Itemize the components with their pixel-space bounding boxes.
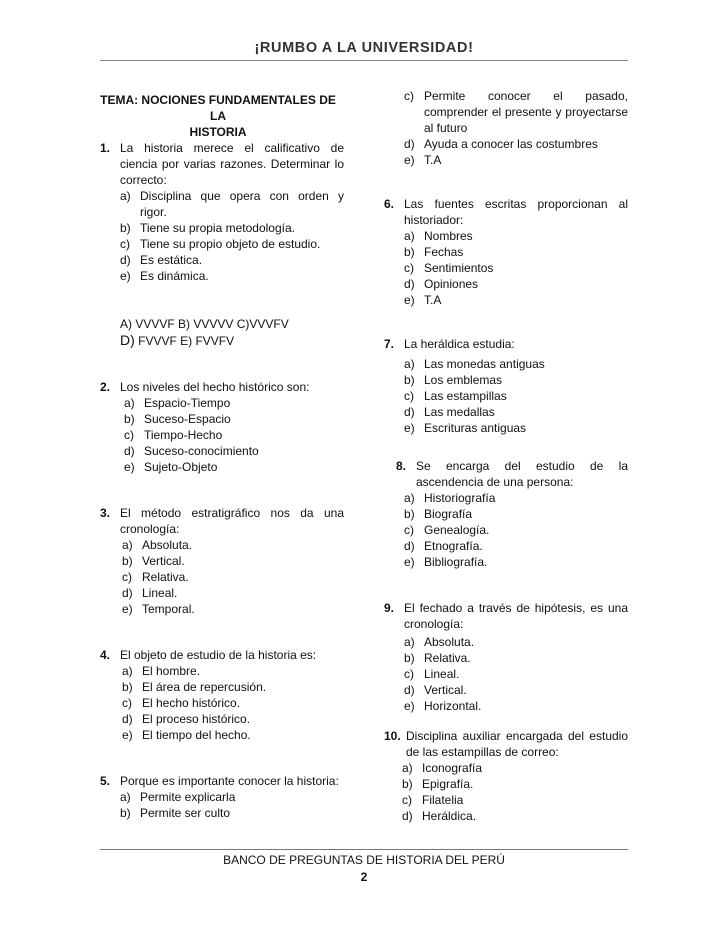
question-text: Porque es importante conocer la historia: (120, 774, 339, 788)
option-b[interactable]: b) Permite ser culto (120, 806, 231, 820)
footer-text: BANCO DE PREGUNTAS DE HISTORIA DEL PERÚ (223, 853, 505, 867)
option-c[interactable]: c) Relativa. (122, 570, 189, 584)
option-a[interactable]: a) Absoluta. (404, 635, 475, 649)
question-1 (100, 140, 344, 349)
question-number: 7. (384, 337, 395, 351)
option-c[interactable]: c) Sentimientos (404, 261, 494, 275)
option-b[interactable]: b) Vertical. (122, 554, 185, 568)
option-c[interactable]: c) Filatelia (402, 793, 464, 807)
option-d[interactable]: d) El proceso histórico. (122, 712, 251, 726)
option-b[interactable]: b) El área de repercusión. (122, 680, 267, 694)
option-b[interactable]: b) Tiene su propia metodología. (120, 221, 295, 235)
question-7 (384, 336, 628, 436)
option-e[interactable]: e) Temporal. (122, 602, 195, 616)
question-9 (384, 600, 628, 714)
options-list (100, 789, 344, 821)
topic-line-1: TEMA: NOCIONES FUNDAMENTALES DE LA (100, 93, 336, 123)
options-list (384, 228, 628, 308)
topic-line-2: HISTORIA (189, 125, 247, 139)
question-8 (384, 458, 628, 570)
question-number: 4. (100, 648, 111, 662)
answer-choices-line-2: D) FVVVF E) FVVFV (120, 332, 235, 348)
question-text: Los niveles del hecho histórico son: (120, 380, 310, 394)
question-number: 8. (396, 459, 407, 473)
options-list (100, 395, 344, 475)
page-header-title: ¡RUMBO A LA UNIVERSIDAD! (254, 40, 474, 56)
options-list (384, 634, 628, 714)
question-2 (100, 379, 344, 475)
option-e[interactable]: e) Sujeto-Objeto (124, 460, 218, 474)
option-e[interactable]: e) El tiempo del hecho. (122, 728, 251, 742)
option-b[interactable]: b) Fechas (404, 245, 464, 259)
option-d[interactable]: d) Suceso-conocimiento (124, 444, 259, 458)
option-a[interactable]: a) Disciplina que opera con orden y rigor. (120, 189, 344, 219)
question-text: El método estratigráfico nos da una cronología: (120, 506, 344, 536)
option-d[interactable]: d) Heráldica. (402, 809, 477, 823)
option-d[interactable]: d) Las medallas (404, 405, 495, 419)
option-a[interactable]: a) Permite explicarla (120, 790, 236, 804)
option-b[interactable]: b) Epigrafía. (402, 777, 474, 791)
topic-heading (92, 92, 344, 140)
option-c[interactable]: c) Las estampillas (404, 389, 507, 403)
question-text: Se encarga del estudio de la ascendencia de una persona: (416, 459, 628, 489)
option-c[interactable]: c) Tiene su propio objeto de estudio. (120, 237, 321, 251)
option-b[interactable]: b) Biografía (404, 507, 473, 521)
option-d[interactable]: d) Es estática. (120, 253, 203, 267)
options-list (100, 188, 344, 284)
option-a[interactable]: a) Iconografía (402, 761, 483, 775)
page-number: 2 (360, 870, 368, 884)
option-d[interactable]: d) Lineal. (122, 586, 178, 600)
question-text: El objeto de estudio de la historia es: (120, 648, 317, 662)
option-c[interactable]: c) Permite conocer el pasado, comprender el presente y proyectarse al futuro (404, 89, 628, 135)
option-e[interactable]: e) Horizontal. (404, 699, 482, 713)
question-4 (100, 647, 344, 743)
option-a[interactable]: a) El hombre. (122, 664, 201, 678)
options-list (384, 760, 628, 824)
question-5 (100, 773, 344, 821)
option-d[interactable]: d) Opiniones (404, 277, 479, 291)
option-a[interactable]: a) Las monedas antiguas (404, 357, 545, 371)
option-e[interactable]: e) Es dinámica. (120, 269, 209, 283)
option-e[interactable]: e) Escrituras antiguas (404, 421, 527, 435)
header-divider (100, 60, 628, 61)
option-a[interactable]: a) Nombres (404, 229, 473, 243)
question-3 (100, 505, 344, 617)
question-number: 2. (100, 380, 111, 394)
options-list (100, 663, 344, 743)
question-text: Las fuentes escritas proporcionan al historiador: (404, 197, 628, 227)
option-a[interactable]: a) Historiografía (404, 491, 496, 505)
left-column (100, 92, 344, 821)
option-c[interactable]: c) Tiempo-Hecho (124, 428, 223, 442)
option-b[interactable]: b) Suceso-Espacio (124, 412, 231, 426)
question-text: Disciplina auxiliar encargada del estudio de las estampillas de correo: (406, 729, 628, 759)
option-a[interactable]: a) Espacio-Tiempo (124, 396, 231, 410)
option-c[interactable]: c) Lineal. (404, 667, 460, 681)
option-e[interactable]: e) T.A (404, 293, 442, 307)
options-list (384, 490, 628, 570)
question-text: La heráldica estudia: (404, 337, 515, 351)
option-c[interactable]: c) Genealogía. (404, 523, 490, 537)
option-d[interactable]: d) Vertical. (404, 683, 467, 697)
options-list (384, 356, 628, 436)
question-number: 9. (384, 601, 395, 615)
question-number: 10. (384, 729, 401, 743)
question-number: 5. (100, 774, 111, 788)
option-a[interactable]: a) Absoluta. (122, 538, 193, 552)
question-text: El fechado a través de hipótesis, es una cronología: (404, 601, 628, 631)
question-number: 6. (384, 197, 395, 211)
right-column (384, 88, 628, 824)
question-5-options-continued (384, 88, 628, 168)
option-d[interactable]: d) Etnografía. (404, 539, 483, 553)
option-e[interactable]: e) T.A (404, 153, 442, 167)
question-6 (384, 196, 628, 308)
question-text: La historia merece el calificativo de ciencia por varias razones. Determinar lo correcto: (120, 141, 344, 187)
options-list (100, 537, 344, 617)
option-e[interactable]: e) Bibliografía. (404, 555, 488, 569)
option-c[interactable]: c) El hecho histórico. (122, 696, 241, 710)
option-b[interactable]: b) Los emblemas (404, 373, 503, 387)
option-d[interactable]: d) Ayuda a conocer las costumbres (404, 137, 598, 151)
question-10 (384, 728, 628, 824)
question-number: 1. (100, 141, 111, 155)
answer-choices-line-1: A) VVVVF B) VVVVV C)VVVFV (120, 317, 289, 331)
footer-divider (100, 849, 628, 850)
question-number: 3. (100, 506, 111, 520)
option-b[interactable]: b) Relativa. (404, 651, 471, 665)
